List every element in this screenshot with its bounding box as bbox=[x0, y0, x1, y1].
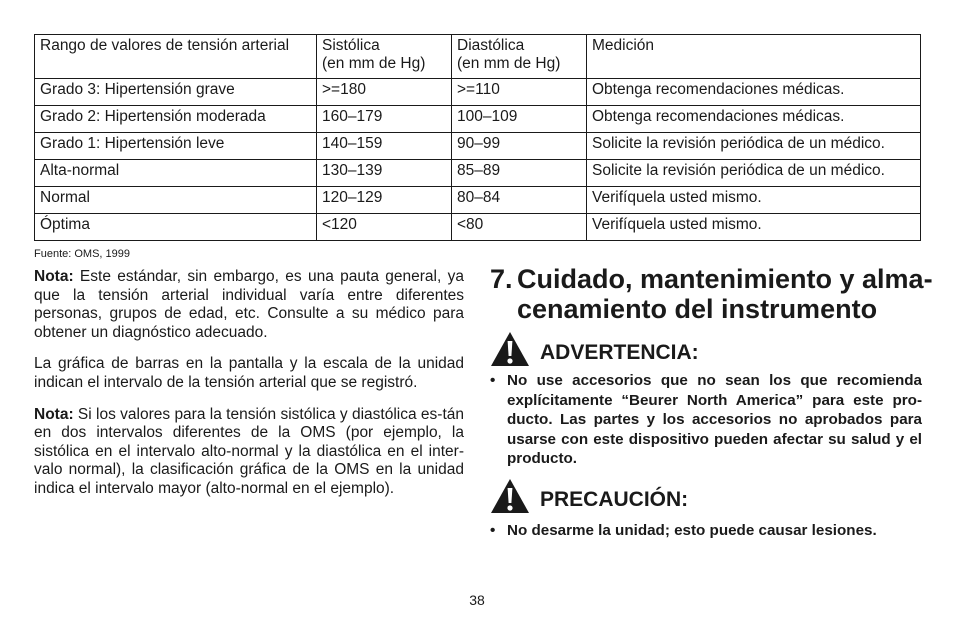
cell-diastolic: <80 bbox=[452, 214, 587, 241]
table-row bbox=[35, 160, 921, 187]
blood-pressure-table bbox=[34, 34, 921, 241]
section-title-line1: Cuidado, mantenimiento y alma- bbox=[517, 264, 933, 294]
cell-range: Grado 1: Hipertensión leve bbox=[35, 133, 317, 160]
cell-measurement: Verifíquela usted mismo. bbox=[587, 214, 921, 241]
cell-measurement: Verifíquela usted mismo. bbox=[587, 187, 921, 214]
note-text: Si los valores para la tensión sistólica y diastólica es-tán en dos intervalos diferentes de la OMS (por ejemplo, la sistólica en el intervalo alto-normal y la diastólica en el inter-valo normal), la clasificación gráfica de la OMS en la unidad indica el intervalo mayor (alto-normal en el ejemplo). bbox=[34, 405, 464, 497]
table-row bbox=[35, 187, 921, 214]
caution-text: No desarme la unidad; esto puede causar lesiones. bbox=[507, 522, 877, 539]
caution-header bbox=[490, 478, 922, 518]
header-systolic: Sistólica (en mm de Hg) bbox=[317, 35, 452, 79]
cell-diastolic: 90–99 bbox=[452, 133, 587, 160]
cell-measurement: Solicite la revisión periódica de un médico. bbox=[587, 160, 921, 187]
cell-diastolic: 100–109 bbox=[452, 106, 587, 133]
note-text: Este estándar, sin embargo, es una pauta general, ya que la tensión arterial individual varía entre diferentes personas, grupos de edad, etc. Consulte a su médico para obtener un diagnóstico adecuado. bbox=[34, 268, 464, 341]
caution-label: PRECAUCIÓN: bbox=[540, 488, 689, 511]
paragraph-text: La gráfica de barras en la pantalla y la escala de la unidad indican el intervalo de la tensión arterial que se registró. bbox=[34, 355, 464, 391]
cell-diastolic: 80–84 bbox=[452, 187, 587, 214]
warning-bullet-item bbox=[490, 371, 922, 469]
note-label: Nota: bbox=[34, 405, 74, 423]
header-diastolic: Diastólica (en mm de Hg) bbox=[452, 35, 587, 79]
caution-bullet-item bbox=[490, 521, 922, 541]
note-label: Nota: bbox=[34, 268, 74, 285]
header-range: Rango de valores de tensión arterial bbox=[35, 35, 317, 79]
bullet-icon: • bbox=[490, 522, 496, 539]
table-row bbox=[35, 133, 921, 160]
cell-range: Alta-normal bbox=[35, 160, 317, 187]
cell-measurement: Obtenga recomendaciones médicas. bbox=[587, 106, 921, 133]
section-title bbox=[517, 264, 933, 324]
notes-column bbox=[34, 268, 464, 512]
cell-range: Grado 2: Hipertensión moderada bbox=[35, 106, 317, 133]
caution-block bbox=[490, 478, 922, 541]
cell-diastolic: 85–89 bbox=[452, 160, 587, 187]
table-header-row bbox=[35, 35, 921, 79]
section-number: 7. bbox=[490, 264, 513, 294]
table-row bbox=[35, 106, 921, 133]
table-source-note: Fuente: OMS, 1999 bbox=[34, 248, 130, 260]
note-paragraph bbox=[34, 268, 464, 342]
warning-label: ADVERTENCIA: bbox=[540, 341, 699, 364]
warning-triangle-icon bbox=[490, 478, 530, 514]
cell-systolic: 130–139 bbox=[317, 160, 452, 187]
warning-block bbox=[490, 331, 922, 469]
cell-diastolic: >=110 bbox=[452, 79, 587, 106]
bar-graph-paragraph bbox=[34, 355, 464, 392]
warning-triangle-icon bbox=[490, 331, 530, 367]
section-title-line2: cenamiento del instrumento bbox=[517, 294, 878, 324]
cell-range: Grado 3: Hipertensión grave bbox=[35, 79, 317, 106]
cell-measurement: Solicite la revisión periódica de un médico. bbox=[587, 133, 921, 160]
cell-systolic: 140–159 bbox=[317, 133, 452, 160]
cell-range: Óptima bbox=[35, 214, 317, 241]
bullet-icon: • bbox=[490, 372, 496, 389]
page-number: 38 bbox=[469, 592, 485, 608]
note-paragraph bbox=[34, 406, 464, 499]
table-row bbox=[35, 214, 921, 241]
header-measurement: Medición bbox=[587, 35, 921, 79]
warning-header bbox=[490, 331, 922, 371]
cell-systolic: >=180 bbox=[317, 79, 452, 106]
cell-systolic: 120–129 bbox=[317, 187, 452, 214]
cell-range: Normal bbox=[35, 187, 317, 214]
cell-systolic: 160–179 bbox=[317, 106, 452, 133]
table-row bbox=[35, 79, 921, 106]
cell-systolic: <120 bbox=[317, 214, 452, 241]
warning-text: No use accesorios que no sean los que recomienda explícitamente “Beurer North America” para este pro-ducto. Las partes y los accesorios no aprobados para usarse con este dispositivo pueden afectar su salud y el producto. bbox=[507, 372, 922, 468]
cell-measurement: Obtenga recomendaciones médicas. bbox=[587, 79, 921, 106]
